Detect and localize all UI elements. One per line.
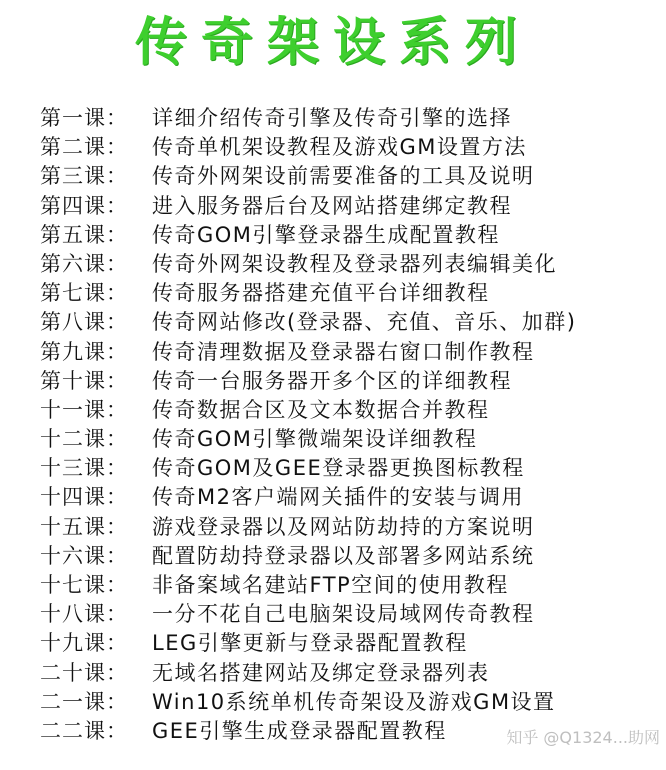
lesson-number: 二二课： (40, 718, 128, 743)
lesson-item (40, 454, 664, 483)
lesson-number: 第二课： (40, 135, 128, 160)
lesson-number: 二一课： (40, 689, 128, 714)
lesson-number: 十六课： (40, 543, 128, 568)
lesson-number: 第十课： (40, 368, 128, 393)
lesson-item (40, 133, 664, 162)
lesson-item (40, 659, 664, 688)
lesson-title: 配置防劫持登录器以及部署多网站系统 (152, 543, 535, 568)
lesson-item (40, 483, 664, 512)
lesson-title: 传奇M2客户端网关插件的安装与调用 (152, 485, 524, 510)
lesson-item (40, 162, 664, 191)
lesson-number: 第八课： (40, 310, 128, 335)
lesson-title: 详细介绍传奇引擎及传奇引擎的选择 (152, 106, 512, 130)
lesson-item (40, 425, 664, 454)
lesson-item (40, 104, 664, 133)
lesson-title: 传奇单机架设教程及游戏GM设置方法 (152, 135, 527, 160)
lesson-number: 十三课： (40, 456, 128, 481)
lesson-title: LEG引擎更新与登录器配置教程 (152, 631, 468, 656)
lesson-number: 十一课： (40, 397, 128, 422)
page-title: 传奇架设系列 (134, 13, 531, 73)
lesson-title: 传奇外网架设前需要准备的工具及说明 (152, 164, 535, 189)
lesson-title: 传奇清理数据及登录器右窗口制作教程 (152, 339, 535, 364)
lesson-number: 第九课： (40, 339, 128, 364)
lesson-number: 十七课： (40, 573, 128, 597)
lesson-item (40, 367, 664, 396)
lesson-title: 传奇一台服务器开多个区的详细教程 (152, 368, 512, 393)
lesson-title: 传奇GOM引擎微端架设详细教程 (152, 427, 478, 452)
lesson-number: 第三课： (40, 164, 128, 189)
lesson-title: 传奇网站修改(登录器、充值、音乐、加群) (152, 310, 577, 335)
lesson-item (40, 629, 664, 658)
lesson-number: 第六课： (40, 251, 128, 276)
lesson-item (40, 250, 664, 279)
lesson-item (40, 542, 664, 571)
lesson-number: 十二课： (40, 427, 128, 452)
lesson-title: 传奇外网架设教程及登录器列表编辑美化 (152, 251, 557, 276)
lesson-item (40, 600, 664, 629)
lesson-item (40, 688, 664, 717)
lesson-title: 传奇GOM引擎登录器生成配置教程 (152, 222, 500, 247)
lesson-title: 游戏登录器以及网站防劫持的方案说明 (152, 514, 535, 539)
lesson-title: 非备案域名建站FTP空间的使用教程 (152, 573, 509, 597)
lesson-item (40, 396, 664, 425)
lesson-title: 一分不花自己电脑架设局域网传奇教程 (152, 602, 535, 627)
lesson-title: 传奇数据合区及文本数据合并教程 (152, 397, 490, 422)
lesson-number: 十五课： (40, 514, 128, 539)
lesson-number: 第七课： (40, 281, 128, 306)
lesson-title: GEE引擎生成登录器配置教程 (152, 718, 447, 743)
lesson-item (40, 279, 664, 308)
lesson-number: 第一课： (40, 106, 128, 130)
lesson-item (40, 192, 664, 221)
lesson-item (40, 513, 664, 542)
lesson-number: 十八课： (40, 602, 128, 627)
lesson-list (40, 104, 664, 746)
lesson-title: 传奇GOM及GEE登录器更换图标教程 (152, 456, 525, 481)
lesson-number: 十九课： (40, 631, 128, 656)
lesson-number: 二十课： (40, 660, 128, 685)
lesson-title: 传奇服务器搭建充值平台详细教程 (152, 281, 490, 306)
lesson-title: 进入服务器后台及网站搭建绑定教程 (152, 193, 512, 218)
lesson-item (40, 571, 664, 600)
watermark: 知乎 @Q1324...助网 (506, 728, 660, 747)
lesson-title: 无域名搭建网站及绑定登录器列表 (152, 660, 490, 685)
lesson-title: Win10系统单机传奇架设及游戏GM设置 (152, 689, 556, 714)
lesson-item (40, 308, 664, 337)
lesson-number: 第四课： (40, 193, 128, 218)
lesson-number: 第五课： (40, 222, 128, 247)
lesson-number: 十四课： (40, 485, 128, 510)
lesson-item (40, 338, 664, 367)
lesson-item (40, 221, 664, 250)
